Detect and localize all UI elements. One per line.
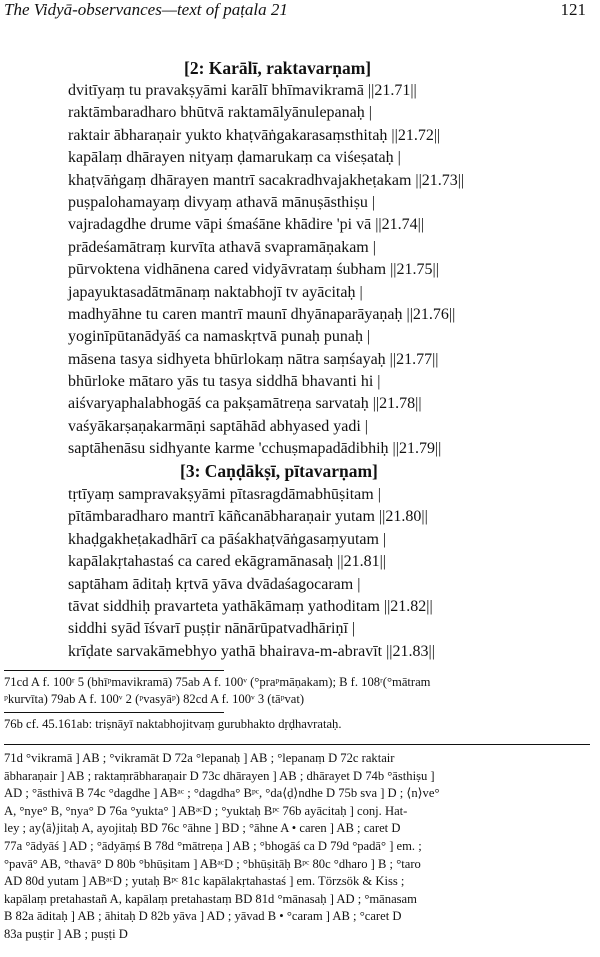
- apparatus-rule: [4, 744, 590, 745]
- apparatus-line: 83a puṣṭir ] AB ; puṣṭi D: [4, 926, 128, 941]
- apparatus-line: ley ; ay⟨ā⟩jitaḥ A, ayojitaḥ BD 76c °āhne ] BD ; °āhne A • caren ] AB ; caret D: [4, 821, 401, 836]
- testimonia-line: 71cd A f. 100ʳ 5 (bhīᵖmavikramā) 75ab A f. 100ᵛ (°praᵖmāṇakam); B f. 108ʳ(°mātram: [4, 675, 431, 689]
- verse-line: vaśyākarṣaṇakarmāṇi saptāhād abhyased yadi |: [68, 417, 368, 435]
- verses-candaksi: [68, 484, 592, 663]
- verse-line: siddhi syād īśvarī puṣṭir nānārūpatvadhāriṇī |: [68, 620, 356, 638]
- apparatus-line: 71d °vikramā ] AB ; °vikramāt D 72a °lepanaḥ ] AB ; °lepanaṃ D 72c raktair: [4, 751, 395, 765]
- parallels-line: 76b cf. 45.161ab: triṣnāyī naktabhojitvaṃ gurubhakto dṛḍhavrataḥ.: [4, 717, 342, 731]
- verse-line: bhūrloke mātaro yās tu tasya siddhā bhavanti hi |: [68, 373, 381, 391]
- verse-line: kapālakṛtahastaś ca cared ekāgramānasaḥ ||21.81||: [68, 553, 386, 571]
- verse-line: krīḍate sarvakāmebhyo yathā bhairava-m-abravīt ||21.83||: [68, 642, 435, 660]
- testimonia-apparatus: [4, 674, 592, 708]
- testimonia-rule: [4, 670, 224, 671]
- parallels-apparatus: [4, 716, 592, 733]
- apparatus-line: AD 80d yutam ] ABᵃᶜD ; yutaḥ Bᵖᶜ 81c kapālakṛtahastaś ] em. Törzsök & Kiss ;: [4, 874, 405, 889]
- section-heading-candaksi: [3: Caṇḍākṣī, pītavarṇam]: [180, 461, 378, 481]
- verse-line: saptāhenāsu sidhyante karme 'cchuṣmapadādibhiḥ ||21.79||: [68, 440, 442, 458]
- verse-line: māsena tasya sidhyeta bhūrlokaṃ nātra saṃśayaḥ ||21.77||: [68, 350, 439, 368]
- verse-line: khaḍgakheṭakadhārī ca pāśakhaṭvāṅgasaṃyutam |: [68, 530, 387, 548]
- apparatus-line: A, °nye° B, °nya° D 76a °yukta° ] ABᵃᶜD ; °yuktaḥ Bᵖᶜ 76b ayācitaḥ ] conj. Hat-: [4, 803, 408, 818]
- verse-line: tṛtīyaṃ sampravakṣyāmi pītasragdāmabhūṣitam |: [68, 486, 381, 503]
- apparatus-line: °pavā° AB, °thavā° D 80b °bhūṣitam ] ABᵃᶜD ; °bhūṣitāḥ Bᵖᶜ 80c °dharo ] B ; °taro: [4, 856, 421, 871]
- verse-line: raktair ābharaṇair yukto khaṭvāṅgakarasaṃsthitaḥ ||21.72||: [68, 126, 441, 144]
- section-heading-karali: [2: Karālī, raktavarṇam]: [184, 58, 372, 78]
- apparatus-line: B 82a āditaḥ ] AB ; āhitaḥ D 82b yāva ] AD ; yāvad B • °caram ] AB ; °caret D: [4, 909, 402, 924]
- verse-line: madhyāhne tu caren mantrī maunī dhyānaparāyaṇaḥ ||21.76||: [68, 305, 456, 323]
- apparatus-line: 77a °ādyāś ] AD ; °ādyāṃś B 78d °mātreṇa ] AB ; °bhogāś ca D 79d °padā° ] em. ;: [4, 838, 422, 853]
- apparatus-line: ābharaṇair ] AB ; raktaṃrābharaṇair D 73c dhārayen ] AB ; dhārayet D 74b °āsthiṣu ]: [4, 768, 435, 783]
- verse-line: saptāham āditaḥ kṛtvā yāva dvādaśagocaram |: [68, 575, 361, 593]
- verse-line: raktāmbaradharo bhūtvā raktamālyānulepanaḥ |: [68, 104, 372, 122]
- verse-line: puṣpalohamayaṃ divyaṃ athavā mānuṣāsthiṣu |: [68, 193, 376, 211]
- verse-line: aiśvaryaphalabhogāś ca pakṣamātreṇa sarvataḥ ||21.78||: [68, 395, 422, 413]
- verse-line: kapālaṃ dhārayen nityaṃ ḍamarukaṃ ca viśeṣataḥ |: [68, 149, 401, 167]
- verse-line: pūrvoktena vidhānena cared vidyāvrataṃ śubham ||21.75||: [68, 261, 439, 279]
- running-header: [4, 0, 586, 24]
- page-number: 121: [560, 0, 586, 19]
- verse-line: prādeśamātraṃ kurvīta athavā svapramāṇakam |: [68, 238, 376, 256]
- testimonia-line: ᵖkurvīta) 79ab A f. 100ᵛ 2 (ᵖvasyāᵖ) 82cd A f. 100ᵛ 3 (tāᵖvat): [4, 692, 305, 707]
- verse-line: yoginīpūtanādyāś ca namaskṛtvā punaḥ punaḥ |: [68, 328, 371, 346]
- verse-line: tāvat siddhiḥ pravarteta yathākāmaṃ yathoditam ||21.82||: [68, 597, 433, 615]
- verse-line: japayuktasadātmānaṃ naktabhojī tv ayācitaḥ |: [68, 283, 363, 301]
- apparatus-line: kapālaṃ pretahastañ A, kapālaṃ pretahastaṃ BD 81d °mānasaḥ ] AD ; °mānasam: [4, 891, 417, 906]
- verse-line: pītāmbaradharo mantrī kāñcanābharaṇair yutam ||21.80||: [68, 508, 428, 526]
- verses-karali: [68, 80, 592, 461]
- running-title: The Vidyā-observances—text of paṭala 21: [4, 0, 288, 19]
- critical-apparatus: [4, 750, 594, 944]
- parallels-rule: [4, 712, 224, 713]
- apparatus-line: AD ; °āsthivā B 74c °dagdhe ] ABᵃᶜ ; °dagdha° Bᵖᶜ, °da⟨ḍ⟩ndhe D 75b sva ] D ; ⟨n⟩ve°: [4, 786, 440, 801]
- verse-line: vajradagdhe drume vāpi śmaśāne khādire 'pi vā ||21.74||: [68, 216, 425, 234]
- verse-line: dvitīyaṃ tu pravakṣyāmi karālī bhīmavikramā ||21.71||: [68, 82, 417, 99]
- verse-line: khaṭvāṅgaṃ dhārayen mantrī sacakradhvajakheṭakam ||21.73||: [68, 171, 465, 189]
